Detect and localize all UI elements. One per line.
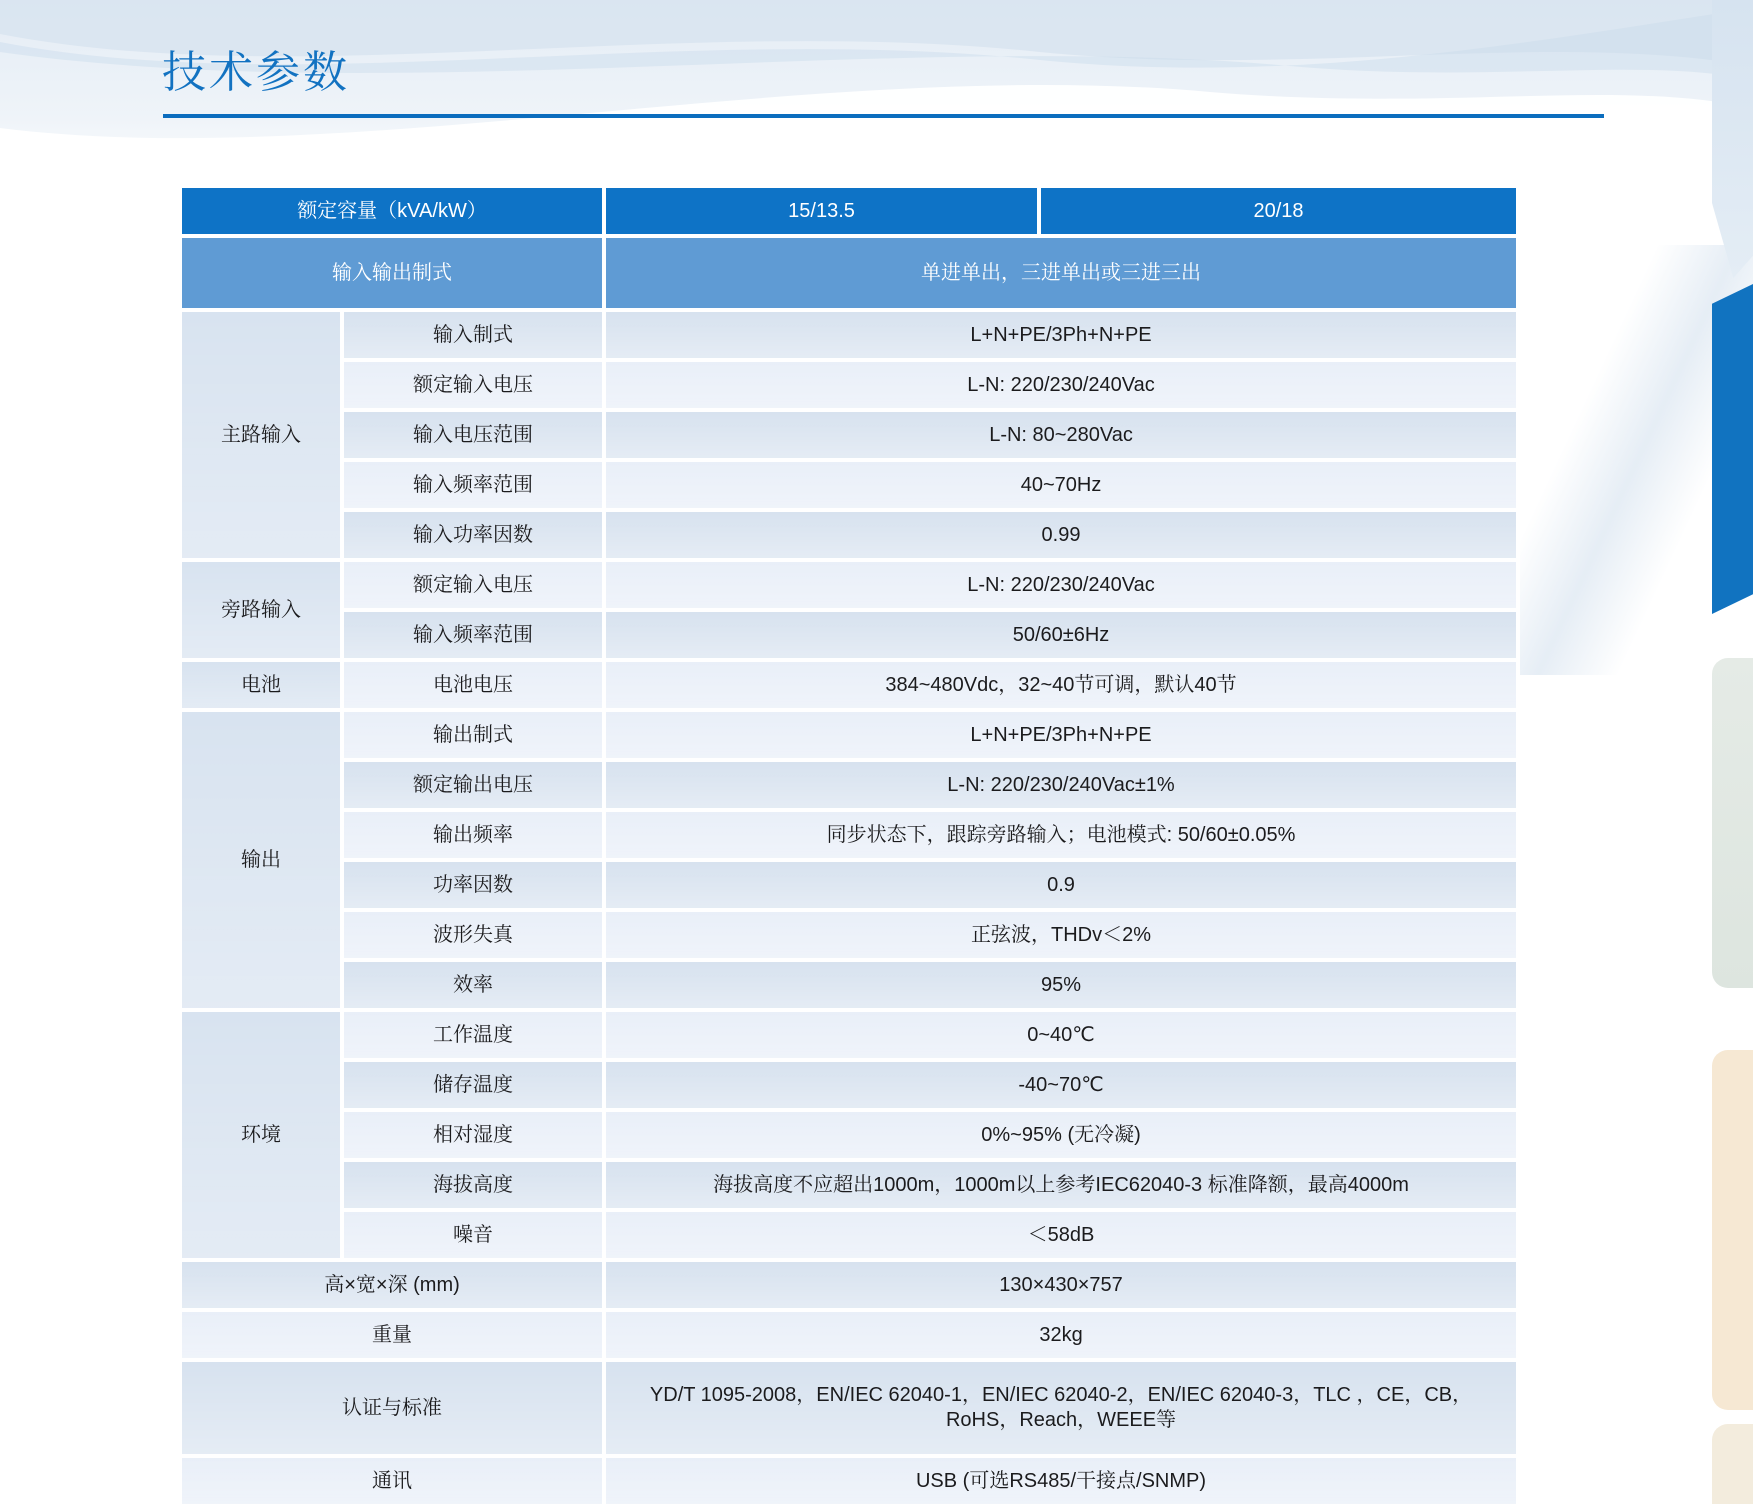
param-label-cell: 电池电压 xyxy=(342,660,604,710)
value-cell: -40~70℃ xyxy=(604,1060,1518,1110)
param-label-cell: 高×宽×深 (mm) xyxy=(180,1260,604,1310)
param-label-cell: 效率 xyxy=(342,960,604,1010)
spec-row xyxy=(180,1360,1518,1456)
side-tab-blue xyxy=(1712,284,1753,614)
spec-row xyxy=(180,1060,1518,1110)
param-label-cell: 输入电压范围 xyxy=(342,410,604,460)
value-cell: 95% xyxy=(604,960,1518,1010)
value-cell: 40~70Hz xyxy=(604,460,1518,510)
header-rating-15-cell: 15/13.5 xyxy=(604,186,1039,236)
spec-row xyxy=(180,510,1518,560)
value-cell: 0.99 xyxy=(604,510,1518,560)
spec-row xyxy=(180,1260,1518,1310)
value-cell: 130×430×757 xyxy=(604,1260,1518,1310)
param-label-cell: 重量 xyxy=(180,1310,604,1360)
value-cell: 同步状态下，跟踪旁路输入；电池模式: 50/60±0.05% xyxy=(604,810,1518,860)
spec-row xyxy=(180,410,1518,460)
group-cell: 输出 xyxy=(180,710,342,1010)
param-label-cell: 输出频率 xyxy=(342,810,604,860)
param-label-cell: 噪音 xyxy=(342,1210,604,1260)
spec-row xyxy=(180,760,1518,810)
io-mode-label-cell: 输入输出制式 xyxy=(180,236,604,310)
spec-row xyxy=(180,1110,1518,1160)
value-cell: ＜58dB xyxy=(604,1210,1518,1260)
param-label-cell: 认证与标准 xyxy=(180,1360,604,1456)
spec-row xyxy=(180,460,1518,510)
value-cell: 0.9 xyxy=(604,860,1518,910)
param-label-cell: 输出制式 xyxy=(342,710,604,760)
param-label-cell: 输入制式 xyxy=(342,310,604,360)
spec-row xyxy=(180,1160,1518,1210)
table-header-row xyxy=(180,186,1518,236)
title-underline xyxy=(163,114,1604,118)
side-tab-beige-bottom xyxy=(1712,1424,1753,1504)
io-mode-value-cell: 单进单出，三进单出或三进三出 xyxy=(604,236,1518,310)
value-cell: L-N: 220/230/240Vac±1% xyxy=(604,760,1518,810)
spec-row xyxy=(180,1010,1518,1060)
param-label-cell: 输入频率范围 xyxy=(342,460,604,510)
value-cell: L-N: 220/230/240Vac xyxy=(604,360,1518,410)
spec-table xyxy=(178,184,1520,1508)
param-label-cell: 输入功率因数 xyxy=(342,510,604,560)
spec-row xyxy=(180,1210,1518,1260)
value-cell: 32kg xyxy=(604,1310,1518,1360)
param-label-cell: 额定输入电压 xyxy=(342,360,604,410)
spec-row xyxy=(180,1310,1518,1360)
value-cell: L-N: 220/230/240Vac xyxy=(604,560,1518,610)
group-cell: 主路输入 xyxy=(180,310,342,560)
param-label-cell: 海拔高度 xyxy=(342,1160,604,1210)
param-label-cell: 工作温度 xyxy=(342,1010,604,1060)
param-label-cell: 通讯 xyxy=(180,1456,604,1506)
param-label-cell: 输入频率范围 xyxy=(342,610,604,660)
spec-row xyxy=(180,310,1518,360)
value-cell: 海拔高度不应超出1000m，1000m以上参考IEC62040-3 标准降额，最高4000m xyxy=(604,1160,1518,1210)
spec-row xyxy=(180,810,1518,860)
spec-row xyxy=(180,960,1518,1010)
spec-row xyxy=(180,1456,1518,1506)
spec-row xyxy=(180,660,1518,710)
param-label-cell: 额定输出电压 xyxy=(342,760,604,810)
value-cell: 正弦波，THDv＜2% xyxy=(604,910,1518,960)
value-cell: 0~40℃ xyxy=(604,1010,1518,1060)
header-rating-20-cell: 20/18 xyxy=(1039,186,1518,236)
value-cell: 50/60±6Hz xyxy=(604,610,1518,660)
value-cell: L+N+PE/3Ph+N+PE xyxy=(604,710,1518,760)
param-label-cell: 额定输入电压 xyxy=(342,560,604,610)
value-cell: L-N: 80~280Vac xyxy=(604,410,1518,460)
group-cell: 旁路输入 xyxy=(180,560,342,660)
header-capacity-cell: 额定容量（kVA/kW） xyxy=(180,186,604,236)
spec-row xyxy=(180,360,1518,410)
spec-row xyxy=(180,560,1518,610)
page-title: 技术参数 xyxy=(162,48,350,97)
group-cell: 环境 xyxy=(180,1010,342,1260)
spec-row xyxy=(180,710,1518,760)
group-cell: 电池 xyxy=(180,660,342,710)
param-label-cell: 相对湿度 xyxy=(342,1110,604,1160)
side-tab-green xyxy=(1712,658,1753,988)
value-cell: 384~480Vdc，32~40节可调，默认40节 xyxy=(604,660,1518,710)
value-cell: L+N+PE/3Ph+N+PE xyxy=(604,310,1518,360)
spec-row xyxy=(180,860,1518,910)
spec-row xyxy=(180,610,1518,660)
side-tab-beige xyxy=(1712,1050,1753,1410)
value-cell: 0%~95% (无冷凝) xyxy=(604,1110,1518,1160)
param-label-cell: 波形失真 xyxy=(342,910,604,960)
param-label-cell: 储存温度 xyxy=(342,1060,604,1110)
value-cell: USB (可选RS485/干接点/SNMP) xyxy=(604,1456,1518,1506)
param-label-cell: 功率因数 xyxy=(342,860,604,910)
value-cell: YD/T 1095-2008，EN/IEC 62040-1，EN/IEC 62040-2，EN/IEC 62040-3，TLC ，CE，CB，RoHS，Reach，WEEE等 xyxy=(604,1360,1518,1456)
spec-row xyxy=(180,910,1518,960)
io-mode-row xyxy=(180,236,1518,310)
